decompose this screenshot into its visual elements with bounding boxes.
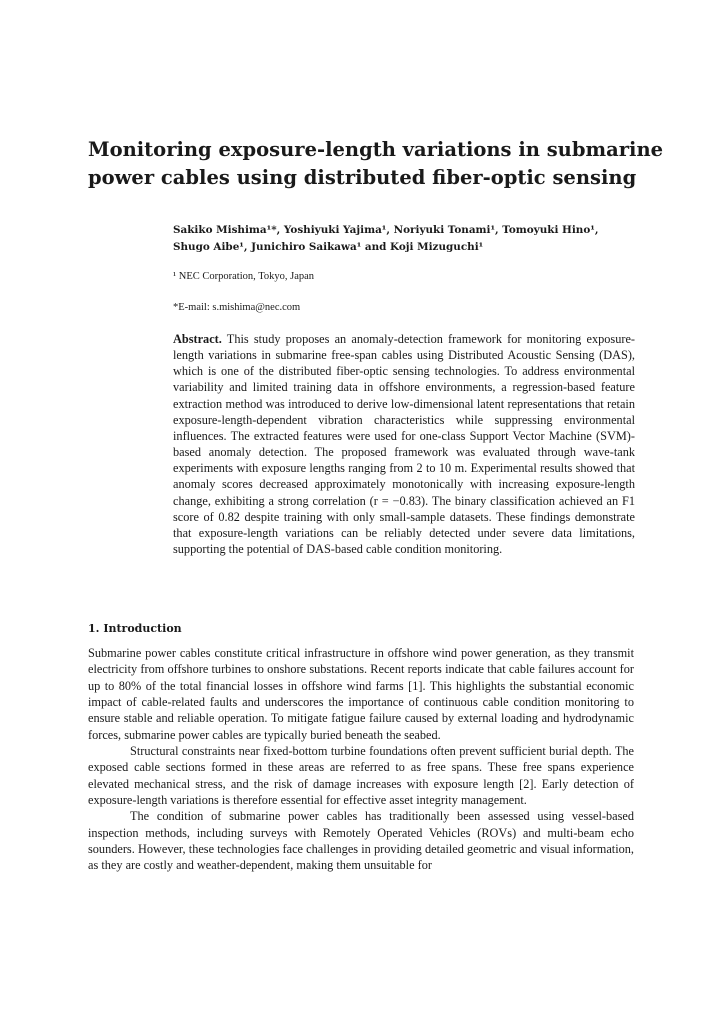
body-paragraph: The condition of submarine power cables has traditionally been assessed using vessel-based inspection methods, including surveys with Remotely Operated Vehicles (ROVs) and multi-beam echo sounders. However, these technologies face challenges in providing detailed geometric and visual information, as they are costly and weather-dependent, making them unsuitable for	[88, 809, 634, 873]
abstract-text: This study proposes an anomaly-detection framework for monitoring exposure-length variations in submarine free-span cables using Distributed Acoustic Sensing (DAS), which is one of the distributed fiber-optic sensing technologies. To address environmental variability and limited training data in offshore environments, a regression-based feature extraction method was introduced to derive low-dimensional latent representations that retain exposure-length-dependent vibration characteristics while suppressing environmental influences. The extracted features were used for one-class Support Vector Machine (SVM)-based anomaly detection. The proposed framework was evaluated through wave-tank experiments with exposure lengths ranging from 2 to 10 m. Experimental results showed that anomaly scores decreased approximately monotonically with increasing exposure-length change, exhibiting a strong correlation (r = −0.83). The binary classification achieved an F1 score of 0.82 despite training with only small-sample datasets. These findings demonstrate that exposure-length variations can be reliably detected under severe data limitations, supporting the potential of DAS-based cable condition monitoring.	[173, 332, 635, 557]
title-line-1: Monitoring exposure-length variations in submarine	[88, 138, 664, 161]
section-heading-introduction: 1. Introduction	[88, 622, 182, 635]
author-list	[173, 222, 635, 256]
abstract-label: Abstract.	[173, 332, 222, 346]
paper-title	[88, 136, 664, 192]
corresponding-email: *E-mail: s.mishima@nec.com	[173, 302, 301, 313]
abstract	[173, 331, 635, 557]
introduction-body	[88, 645, 634, 874]
authors-line-2: Shugo Aibe¹, Junichiro Saikawa¹ and Koji Mizuguchi¹	[173, 241, 484, 253]
authors-line-1: Sakiko Mishima¹*, Yoshiyuki Yajima¹, Noriyuki Tonami¹, Tomoyuki Hino¹,	[173, 224, 599, 236]
body-paragraph: Structural constraints near fixed-bottom turbine foundations often prevent sufficient burial depth. The exposed cable sections formed in these areas are referred to as free spans. These free spans experience elevated mechanical stress, and the risk of damage increases with exposure length [2]. Early detection of exposure-length variations is therefore essential for effective asset integrity management.	[88, 744, 634, 808]
body-paragraph: Submarine power cables constitute critical infrastructure in offshore wind power generation, as they transmit electricity from offshore turbines to onshore substations. Recent reports indicate that cable failures account for up to 80% of the total financial losses in offshore wind farms [1]. This highlights the substantial economic impact of cable-related faults and underscores the importance of continuous cable condition monitoring to ensure stable and reliable operation. To mitigate fatigue failure caused by external loading and hydrodynamic forces, submarine power cables are typically buried beneath the seabed.	[88, 646, 634, 742]
affiliation: ¹ NEC Corporation, Tokyo, Japan	[173, 271, 315, 282]
title-line-2: power cables using distributed fiber-optic sensing	[88, 166, 637, 189]
